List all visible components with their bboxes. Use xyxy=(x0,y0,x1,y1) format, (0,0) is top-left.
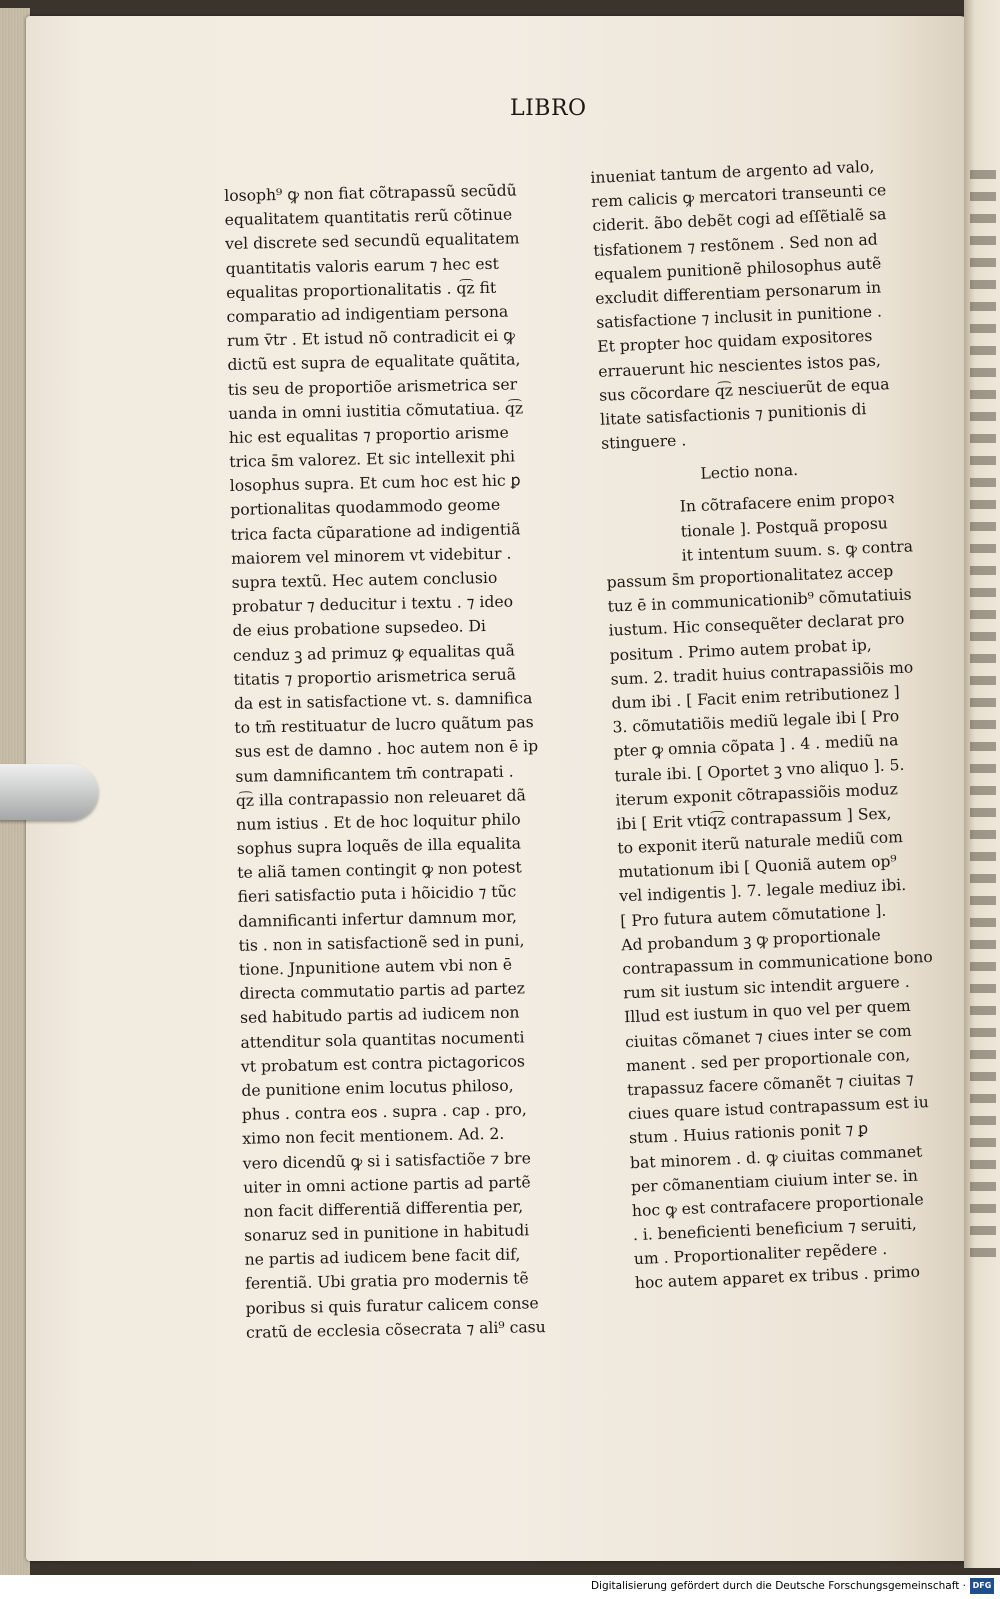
text-line: positum . Primo autem probat ip, xyxy=(609,635,873,665)
text-line: tisfationem ⁊ restõnem . Sed non ad xyxy=(593,230,879,260)
text-line: contrapassum in communicatione bono xyxy=(621,947,934,979)
text-line: trica facta cũparatione ad indigentiã xyxy=(230,519,521,544)
right-column-bottom xyxy=(606,558,946,1296)
text-line: fieri satisfactio puta i hõicidio ⁊ tũc xyxy=(237,882,517,907)
text-line: pter ꝙ omnia cõpata ] . 4 . mediũ na xyxy=(613,731,899,761)
text-line: de eius probatione supsedeo. Di xyxy=(232,617,487,641)
text-line: vero dicendũ ꝙ si i satisfactiõe ⁊ bre xyxy=(242,1148,532,1173)
text-line: portionalitas quodammodo geome xyxy=(230,496,501,520)
text-line: te aliã tamen contingit ꝙ non potest xyxy=(237,858,522,883)
text-line: q͡z illa contrapassio non releuaret dã xyxy=(235,786,526,810)
text-line: manent . sed per proportionale con, xyxy=(625,1045,911,1076)
right-column-top xyxy=(590,154,912,456)
text-line: it intentum suum. s. ꝙ contra xyxy=(681,537,914,565)
text-line: comparatio ad indigentiam persona xyxy=(226,302,509,326)
text-line: stinguere . xyxy=(600,431,687,453)
text-line: tis seu de proportiõe arismetrica ser xyxy=(227,374,518,399)
text-line: attenditur sola quantitas nocumenti xyxy=(240,1027,525,1052)
text-line: bat minorem . d. ꝙ ciuitas commanet xyxy=(629,1141,923,1172)
text-line: to exponit iterũ naturale mediũ com xyxy=(617,828,904,858)
footer-bar xyxy=(0,1575,1000,1599)
text-line: phus . contra eos . supra . cap . pro, xyxy=(241,1100,527,1124)
text-line: inueniat tantum de argento ad valo, xyxy=(590,157,875,187)
text-line: ximo non fecit mentionem. Ad. 2. xyxy=(242,1125,505,1149)
text-line: mutationum ibi [ Quoniã autem op⁹ xyxy=(618,852,898,882)
text-line: maiorem vel minorem vt videbitur . xyxy=(231,544,512,568)
text-line: da est in satisfactione vt. s. damnifica xyxy=(233,689,533,713)
text-line: sus cõcordare q͡z nesciuerũt de equa xyxy=(598,374,890,405)
text-line: poribus si quis furatur calicem conse xyxy=(245,1293,539,1318)
text-line: ciuitas cõmanet ⁊ ciues inter se com xyxy=(624,1021,912,1051)
text-line: dictũ est supra de equalitate quãtita, xyxy=(227,350,521,375)
text-line: iustum. Hic consequẽter declarat pro xyxy=(608,610,905,640)
text-line: supra textũ. Hec autem conclusio xyxy=(231,568,498,592)
text-line: stum . Huius rationis ponit ⁊ ꝑ xyxy=(628,1119,869,1148)
dfg-logo-icon: DFG xyxy=(970,1578,994,1594)
text-line: cratũ de ecclesia cõsecrata ⁊ ali⁹ casu xyxy=(245,1317,546,1342)
text-line: non facit differentiã differentia per, xyxy=(243,1197,524,1221)
text-line: equalitatem quantitatis rerũ cõtinue xyxy=(224,205,513,230)
text-line: vt probatum est contra pictagoricos xyxy=(240,1052,526,1076)
text-line: tione. Jnpunitione autem vbi non ē xyxy=(238,955,513,979)
right-column xyxy=(590,154,946,1296)
text-line: iterum exponit cõtrapassiõis moduz xyxy=(615,779,899,810)
text-line: vel discrete sed secundũ equalitatem xyxy=(224,229,520,254)
text-line: ciues quare istud contrapassum est iu xyxy=(627,1093,930,1124)
text-line: equalem punitionẽ philosophus autẽ xyxy=(594,254,882,284)
text-line: 3. cõmutatiõis mediũ legale ibi [ Pro xyxy=(612,707,900,737)
text-line: uiter in omni actione partis ad partẽ xyxy=(243,1172,531,1197)
text-line: um . Proportionaliter repẽdere . xyxy=(633,1240,888,1269)
text-line: vel indigentis ]. 7. legale mediuz ibi. xyxy=(618,876,907,906)
text-line: passum s̄m proportionalitatez accep xyxy=(606,562,894,592)
text-line: trapassuz facere cõmanẽt ⁊ ciuitas ⁊ xyxy=(626,1069,914,1100)
facing-page-text xyxy=(970,170,996,1270)
text-line: per cõmanentiam ciuium inter se. in xyxy=(630,1166,919,1196)
text-line: losophus supra. Et cum hoc est hic ꝑ xyxy=(229,471,521,496)
text-line: uanda in omni iustitia cõmutatiua. q͡z xyxy=(228,398,524,423)
right-column-indented xyxy=(603,486,916,571)
text-line: sum damnificantem tm̄ contrapati . xyxy=(235,762,514,786)
text-line: probatur ⁊ deducitur i textu . ⁊ ideo xyxy=(231,592,514,617)
text-line: ciderit. ãbo debẽt cogi ad eſſẽtialẽ sa xyxy=(592,205,887,236)
text-line: titatis ⁊ proportio arismetrica seruã xyxy=(233,665,517,689)
text-line: losoph⁹ ꝙ non fiat cõtrapassũ secũdũ xyxy=(224,181,517,205)
text-line: Ad probandum ꝫ ꝙ proportionale xyxy=(620,925,882,955)
text-line: quantitatis valoris earum ⁊ hec est xyxy=(225,254,499,278)
text-line: cenduz ꝫ ad primuz ꝙ equalitas quã xyxy=(232,641,516,665)
text-line: ibi [ Erit vtiq͡z contrapassum ] Sex, xyxy=(616,804,892,834)
text-line: Et propter hoc quidam expositores xyxy=(596,327,873,357)
text-line: num istius . Et de hoc loquitur philo xyxy=(236,810,521,834)
text-line: damnificanti infertur damnum mor, xyxy=(237,907,518,931)
text-line: rum v̄tr . Et istud nõ contradicit ei ꝙ xyxy=(226,326,515,351)
text-line: trica s̄m valorez. Et sic intellexit phi xyxy=(229,447,516,472)
text-line: rem calicis ꝙ mercatori transeunti ce xyxy=(591,181,887,212)
text-line: sus est de damno . hoc autem non ē ip xyxy=(234,737,539,762)
text-line: tuz ē in communicationib⁹ cõmutatiuis xyxy=(607,585,912,616)
text-line: ferentiã. Ubi gratia pro modernis tẽ xyxy=(244,1269,529,1294)
text-line: excludit differentiam personarum in xyxy=(594,278,882,308)
text-line: sed habitudo partis ad iudicem non xyxy=(239,1003,520,1028)
text-line: ne partis ad iudicem bene facit dif, xyxy=(244,1245,521,1270)
left-column xyxy=(224,178,550,1345)
text-line: sophus supra loquẽs de illa equalita xyxy=(236,834,522,858)
text-line: Illud est iustum in quo vel per quem xyxy=(623,997,912,1027)
text-line: equalitas proportionalitatis . q͡z fit xyxy=(225,278,497,302)
text-line: litate satisfactionis ⁊ punitionis di xyxy=(599,399,867,429)
footer-credit: Digitalisierung gefördert durch die Deutsche Forschungsgemeinschaft · xyxy=(590,1580,966,1592)
text-line: to tm̄ restituatur de lucro quãtum pas xyxy=(234,713,534,738)
text-line: rum sit iustum sic intendit arguere . xyxy=(622,973,910,1003)
text-line: In cõtrafacere enim propoꝛ xyxy=(679,489,895,517)
text-line: satisfactione ⁊ inclusit in punitione . xyxy=(595,302,883,332)
text-line: de punitione enim locutus philoso, xyxy=(241,1076,514,1100)
text-line: hoc ꝙ est contrafacere proportionale xyxy=(631,1190,925,1221)
text-line: tis . non in satisfactionẽ sed in puni, xyxy=(238,931,525,955)
text-line: directa commutatio partis ad partez xyxy=(239,979,526,1004)
text-line: sonaruz sed in punitione in habitudi xyxy=(244,1221,530,1245)
paper-clip-icon xyxy=(0,764,98,820)
text-line: [ Pro futura autem cõmutatione ]. xyxy=(619,901,887,931)
running-title: LIBRO xyxy=(510,96,587,121)
text-line: . i. beneficienti beneficium ⁊ seruiti, xyxy=(632,1214,918,1245)
text-line: dum ibi . [ Facit enim retributionez ] xyxy=(611,682,900,713)
text-line: tionale ]. Postquã proposu xyxy=(680,513,889,541)
text-line: hoc autem apparet ex tribus . primo xyxy=(634,1263,921,1293)
text-line: sum. 2. tradit huius contrapassiõis mo xyxy=(610,658,914,689)
section-heading: Lectio nona. xyxy=(700,461,799,484)
text-line: turale ibi. [ Oportet ꝫ vno aliquo ]. 5. xyxy=(614,755,905,786)
text-line: hic est equalitas ⁊ proportio arisme xyxy=(228,423,509,447)
facing-page-edge xyxy=(964,0,1000,1568)
text-line: errauerunt hic nescientes istos pas, xyxy=(597,350,882,381)
